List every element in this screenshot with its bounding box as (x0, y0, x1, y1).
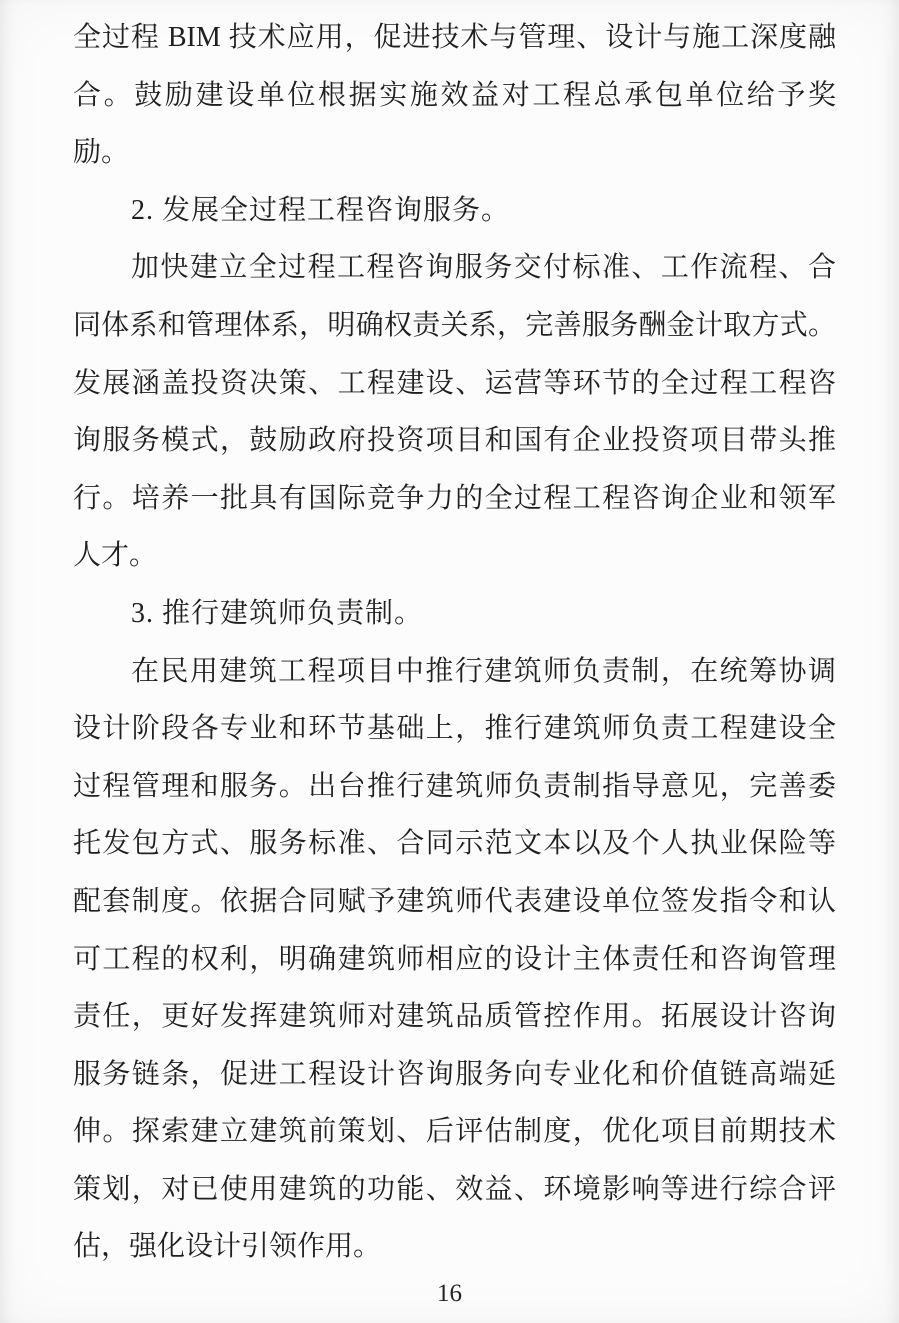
text-line: 同体系和管理体系，明确权责关系，完善服务酬金计取方式。 (73, 309, 836, 341)
page-text (73, 9, 836, 1276)
text-line: 托发包方式、服务标准、合同示范文本以及个人执业保险等 (73, 828, 836, 860)
text-line: 策划，对已使用建筑的功能、效益、环境影响等进行综合评 (73, 1173, 836, 1205)
text-line: 服务链条，促进工程设计咨询服务向专业化和价值链高端延 (73, 1058, 836, 1090)
text-line: 行。培养一批具有国际竞争力的全过程工程咨询企业和领军 (73, 482, 836, 514)
text-line: 发展涵盖投资决策、工程建设、运营等环节的全过程工程咨 (73, 367, 836, 399)
text-line: 伸。探索建立建筑前策划、后评估制度，优化项目前期技术 (73, 1116, 836, 1148)
text-line: 励。 (73, 137, 130, 169)
text-line: 加快建立全过程工程咨询服务交付标准、工作流程、合 (131, 252, 836, 284)
section-heading: 2. 发展全过程工程咨询服务。 (131, 194, 511, 226)
text-line: 询服务模式，鼓励政府投资项目和国有企业投资项目带头推 (73, 425, 836, 457)
page-number: 16 (437, 1280, 462, 1307)
text-line: 责任，更好发挥建筑师对建筑品质管控作用。拓展设计咨询 (73, 1001, 836, 1033)
text-line: 合。鼓励建设单位根据实施效益对工程总承包单位给予奖 (73, 79, 836, 111)
text-line: 配套制度。依据合同赋予建筑师代表建设单位签发指令和认 (73, 885, 836, 917)
text-line: 全过程 BIM 技术应用，促进技术与管理、设计与施工深度融 (73, 22, 836, 53)
text-line: 人才。 (73, 540, 158, 572)
text-line: 在民用建筑工程项目中推行建筑师负责制，在统筹协调 (131, 655, 836, 687)
text-line: 可工程的权利，明确建筑师相应的设计主体责任和咨询管理 (73, 943, 836, 975)
text-line: 估，强化设计引领作用。 (73, 1231, 382, 1263)
section-heading: 3. 推行建筑师负责制。 (131, 597, 424, 629)
text-line: 过程管理和服务。出台推行建筑师负责制指导意见，完善委 (73, 770, 836, 802)
text-line: 设计阶段各专业和环节基础上，推行建筑师负责工程建设全 (73, 713, 836, 745)
